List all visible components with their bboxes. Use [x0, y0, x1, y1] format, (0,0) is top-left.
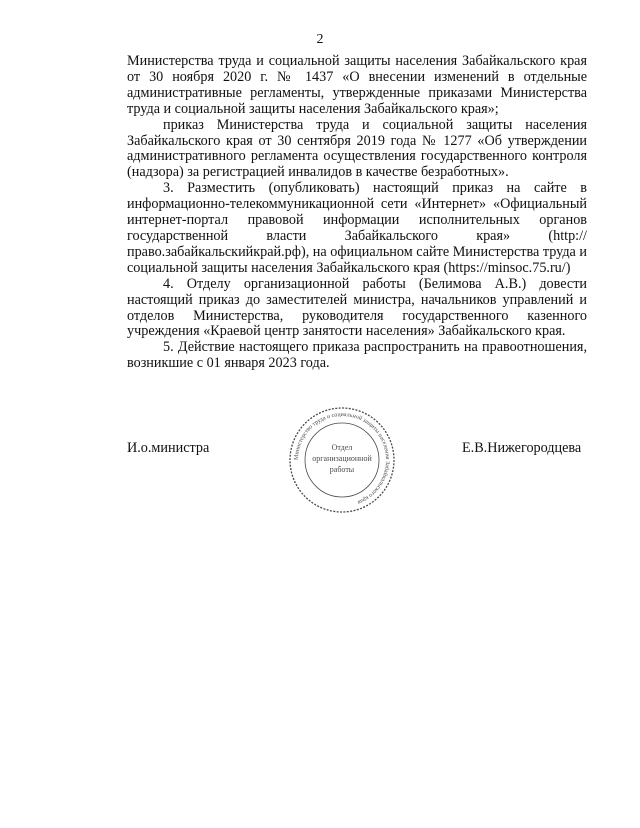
paragraph-2: приказ Министерства труда и социальной защиты населения Забайкальского края от 30 сентября 2019 года № 1277 «Об утверждении административного регламента осуществления государственного контроля (надзора) за регистрацией инвалидов в качестве безработных».: [127, 116, 587, 181]
stamp-center-line-3: работы: [329, 465, 355, 474]
stamp-center-line-2: организационной: [312, 454, 372, 463]
official-stamp: [287, 405, 397, 515]
stamp-ring-text: Министерство труда и социальной защиты населения Забайкальского края: [293, 411, 391, 505]
signatory-position: И.о.министра: [127, 440, 210, 456]
page-number: 2: [316, 32, 324, 47]
paragraph-4: 4. Отделу организационной работы (Белимова А.В.) довести настоящий приказ до заместителей министра, начальников управлений и отделов Министерства, руководителя государственного казенного учреждения «Краевой центр занятости населения» Забайкальского края.: [127, 275, 587, 340]
paragraph-1: Министерства труда и социальной защиты населения Забайкальского края от 30 ноября 2020 г. № 1437 «О внесении изменений в отдельные административные регламенты, утвержденные приказами Министерства труда и социальной защиты населения Забайкальского края»;: [127, 53, 587, 117]
paragraph-5: 5. Действие настоящего приказа распространить на правоотношения, возникшие с 01 января 2023 года.: [127, 339, 587, 372]
document-body: [127, 54, 587, 372]
stamp-center-line-1: Отдел: [331, 443, 353, 452]
signatory-name: Е.В.Нижегородцева: [462, 440, 582, 456]
paragraph-3: 3. Разместить (опубликовать) настоящий приказ на сайте в информационно-телекоммуникационной сети «Интернет» «Официальный интернет-портал правовой информации исполнительных органов государственной власти Забайкальского края» (http://право.забайкальскийкрай.рф), на официальном сайте Министерства труда и социальной защиты населения Забайкальского края (https://minsoc.75.ru/): [127, 180, 587, 276]
